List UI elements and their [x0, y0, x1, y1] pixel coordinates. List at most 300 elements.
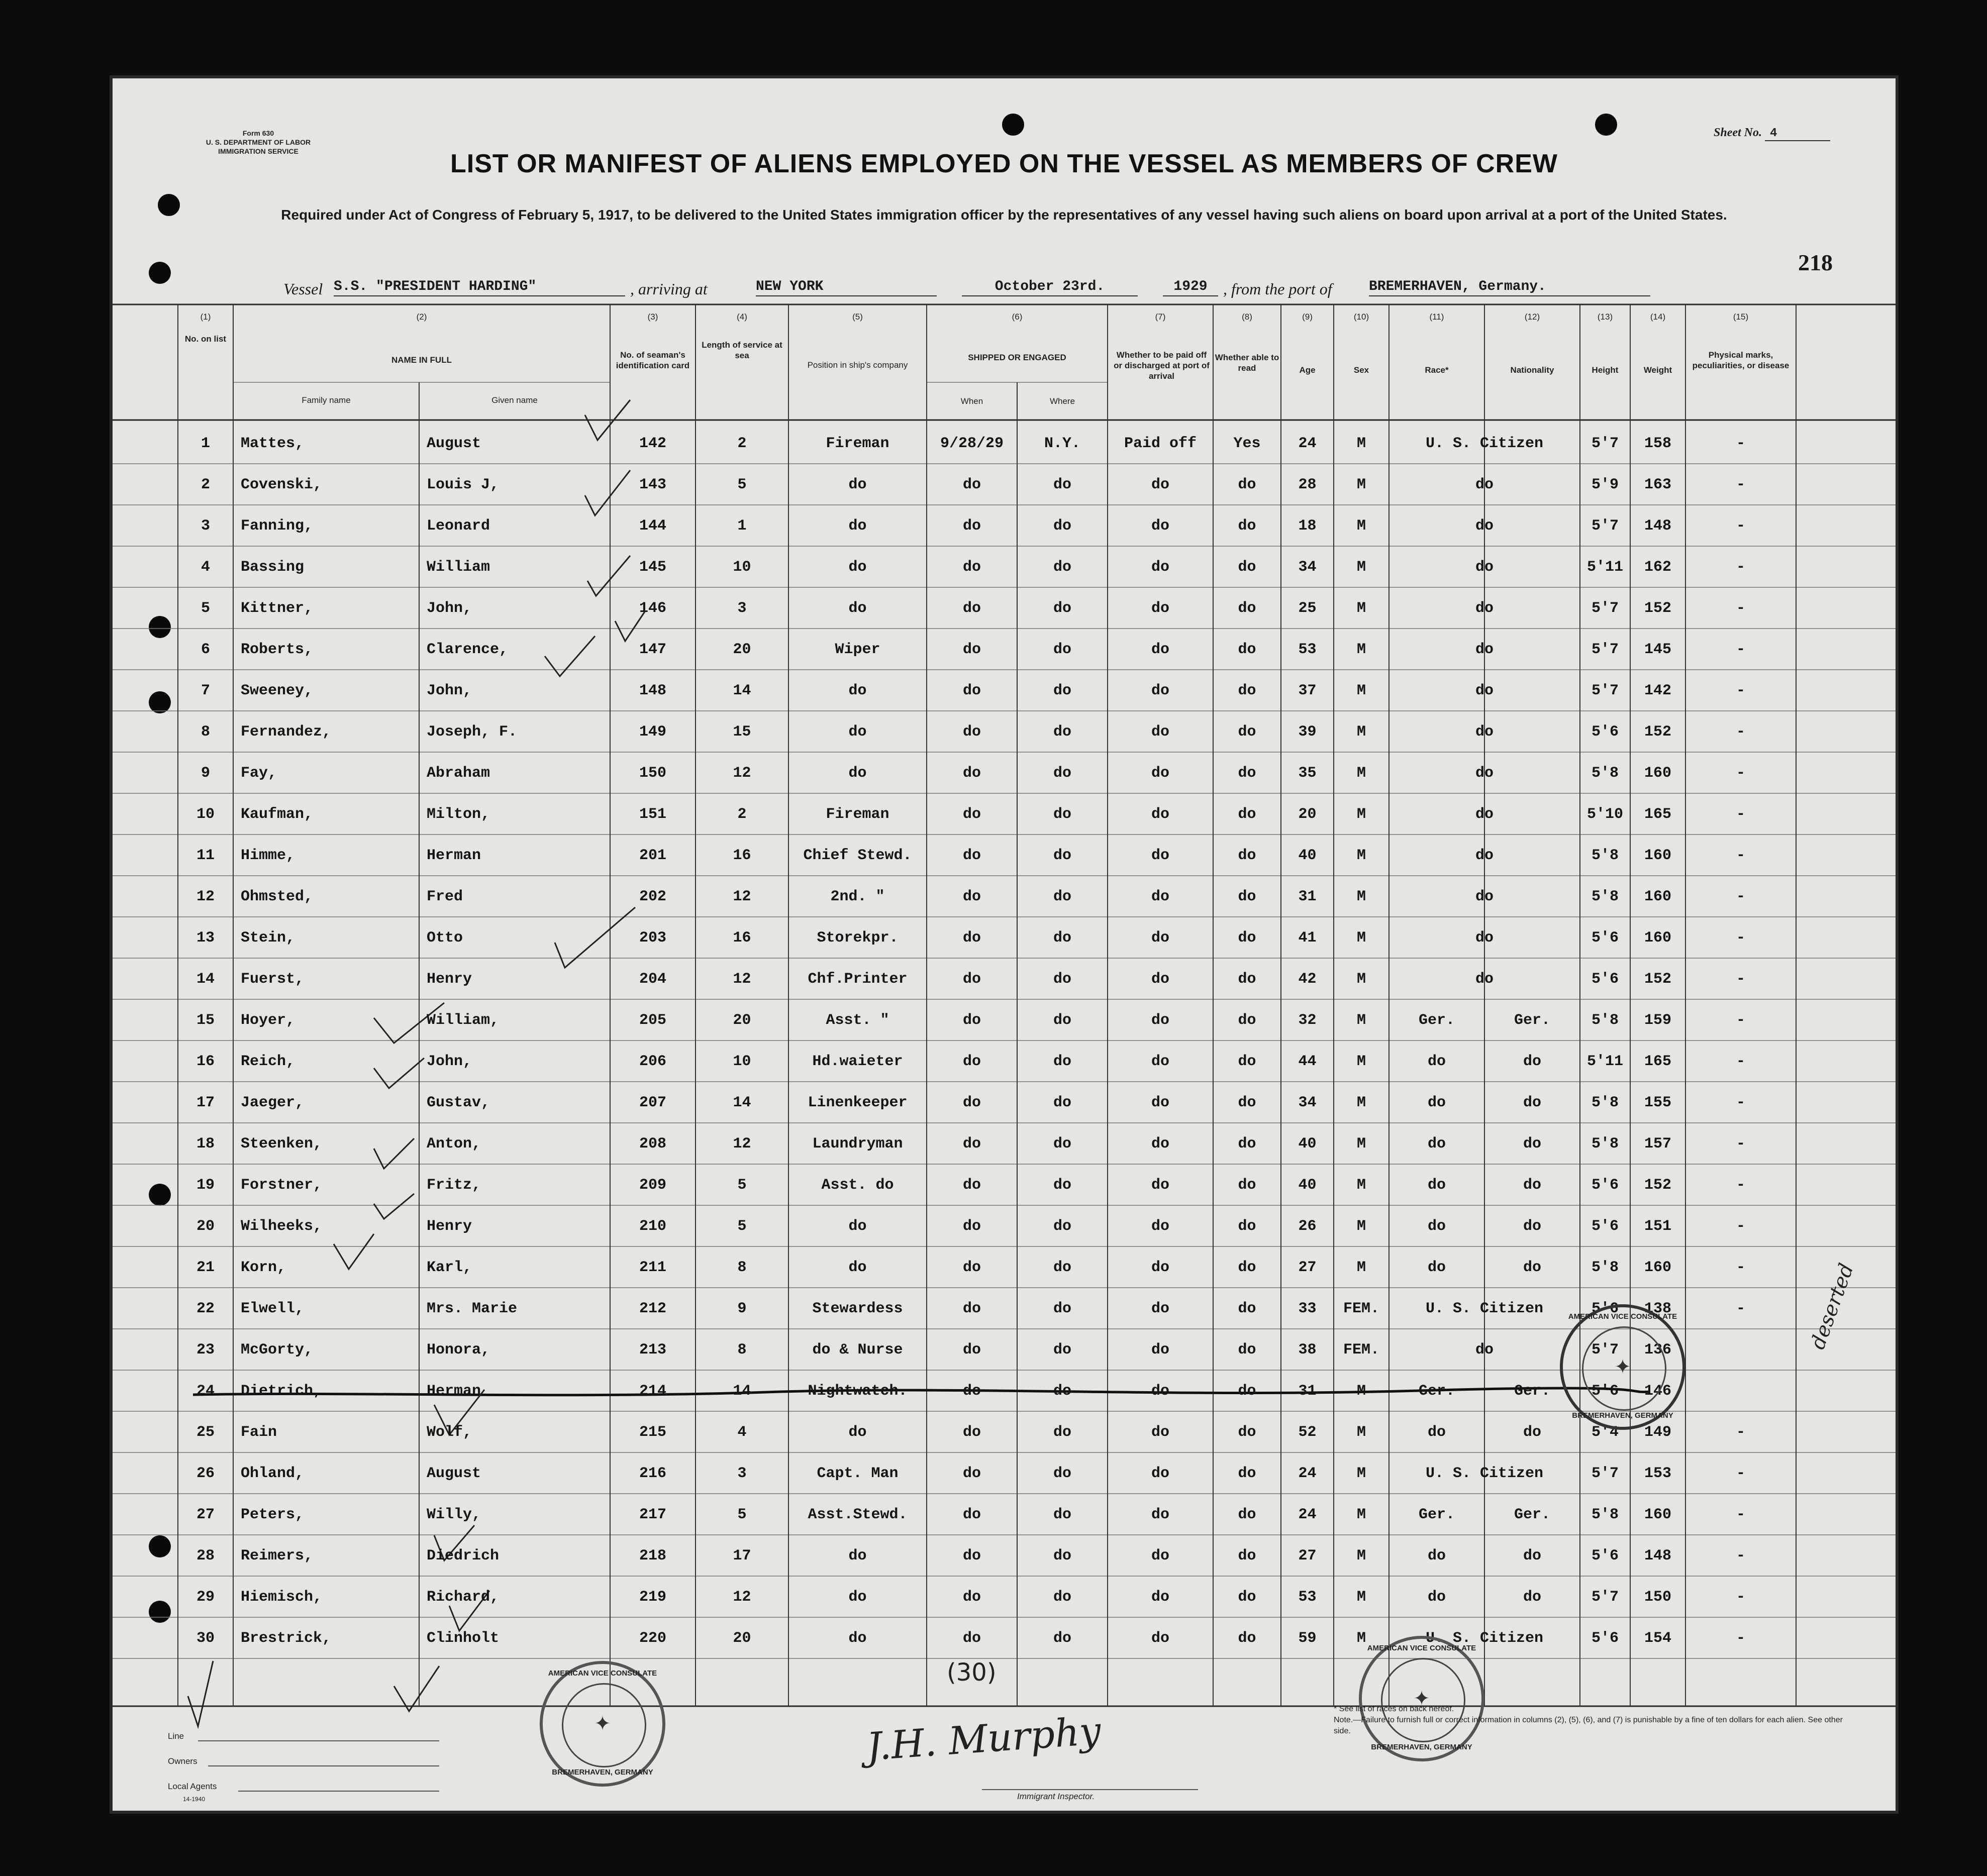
cell-position: do	[848, 517, 867, 535]
cell-marks: -	[1736, 765, 1745, 782]
cell-family: Bassing	[241, 559, 305, 576]
cell-height: 5'10	[1586, 806, 1623, 823]
cell-no: 27	[196, 1506, 215, 1523]
crew-count: (30)	[947, 1658, 997, 1687]
requirement-text: Required under Act of Congress of February 5, 1917, to be delivered to the United States immigration officer by the representatives of any vessel having such aliens on board upon arrival at a port of the United States.	[281, 207, 1727, 223]
cell-where: do	[1053, 1012, 1071, 1029]
cell-card: 145	[639, 559, 666, 576]
cell-no: 10	[196, 806, 215, 823]
cell-no: 18	[196, 1135, 215, 1153]
stamp-text: AMERICAN VICE CONSULATE	[548, 1669, 657, 1678]
cell-no: 21	[196, 1259, 215, 1276]
cell-service: 12	[733, 765, 751, 782]
cell-age: 27	[1298, 1259, 1317, 1276]
cell-read: do	[1238, 1177, 1256, 1194]
cell-paid: do	[1151, 1094, 1169, 1111]
cell-when: do	[962, 1506, 981, 1523]
cell-height: 5'7	[1591, 1589, 1619, 1606]
cell-age: 41	[1298, 929, 1317, 947]
cell-no: 5	[201, 600, 210, 617]
cell-sex: M	[1356, 1589, 1366, 1606]
cell-service: 3	[737, 600, 747, 617]
cell-card: 208	[639, 1135, 666, 1153]
inspector-signature: J.H. Murphy	[865, 1708, 1103, 1769]
race-footnote: * See list of races on back hereof.	[1334, 1705, 1454, 1713]
header-able-read: Whether able to read	[1215, 353, 1279, 373]
cell-card: 144	[639, 517, 666, 535]
cell-service: 16	[733, 847, 751, 864]
header-when: When	[960, 396, 983, 406]
cell-family: Fernandez,	[241, 723, 332, 741]
cell-service: 9	[737, 1300, 747, 1317]
cell-weight: 165	[1644, 1053, 1671, 1070]
cell-weight: 148	[1644, 1547, 1671, 1565]
cell-weight: 152	[1644, 971, 1671, 988]
header-no-on-list: No. on list	[184, 334, 227, 344]
cell-paid: do	[1151, 1506, 1169, 1523]
cell-read: do	[1238, 1506, 1256, 1523]
consulate-stamp	[540, 1661, 665, 1787]
cell-where: do	[1053, 1218, 1071, 1235]
cell-given: Clarence,	[427, 641, 509, 658]
cell-position: Hd.waieter	[812, 1053, 903, 1070]
cell-race: do	[1475, 1341, 1494, 1359]
column-number: (2)	[416, 312, 427, 322]
cell-no: 29	[196, 1589, 215, 1606]
cell-family: Hiemisch,	[241, 1589, 323, 1606]
line-rule	[198, 1740, 439, 1741]
cell-position: Fireman	[826, 806, 889, 823]
cell-age: 25	[1298, 600, 1317, 617]
cell-nationality: do	[1523, 1053, 1541, 1070]
cell-card: 146	[639, 600, 666, 617]
cell-service: 20	[733, 641, 751, 658]
cell-race: U. S. Citizen	[1425, 1465, 1544, 1482]
cell-weight: 160	[1644, 847, 1671, 864]
cell-family: Wilheeks,	[241, 1218, 323, 1235]
cell-card: 150	[639, 765, 666, 782]
cell-sex: M	[1356, 641, 1366, 658]
cell-position: do	[848, 1630, 867, 1647]
cell-service: 20	[733, 1630, 751, 1647]
vessel-label: Vessel	[283, 280, 323, 298]
cell-position: Chief Stewd.	[803, 847, 912, 864]
cell-read: do	[1238, 1218, 1256, 1235]
cell-when: do	[962, 1094, 981, 1111]
cell-when: do	[962, 888, 981, 905]
cell-position: do	[848, 600, 867, 617]
cell-marks: -	[1736, 1094, 1745, 1111]
cell-card: 206	[639, 1053, 666, 1070]
cell-given: Fred	[427, 888, 463, 905]
cell-position: Capt. Man	[817, 1465, 899, 1482]
cell-card: 212	[639, 1300, 666, 1317]
cell-paid: do	[1151, 517, 1169, 535]
cell-sex: M	[1356, 1630, 1366, 1647]
cell-position: 2nd. "	[830, 888, 885, 905]
cell-weight: 165	[1644, 806, 1671, 823]
cell-family: Reich,	[241, 1053, 295, 1070]
cell-sex: M	[1356, 1177, 1366, 1194]
cell-marks: -	[1736, 476, 1745, 493]
cell-marks: -	[1736, 806, 1745, 823]
cell-read: do	[1238, 971, 1256, 988]
cell-position: Nightwatch.	[808, 1383, 908, 1400]
cell-marks: -	[1736, 1218, 1745, 1235]
column-number: (7)	[1155, 312, 1166, 322]
cell-when: do	[962, 559, 981, 576]
cell-nationality: do	[1523, 1589, 1541, 1606]
cell-sex: M	[1356, 1259, 1366, 1276]
cell-height: 5'6	[1591, 929, 1619, 947]
cell-marks: -	[1736, 929, 1745, 947]
cell-race: do	[1475, 641, 1494, 658]
cell-given: Fritz,	[427, 1177, 481, 1194]
cell-marks: -	[1736, 559, 1745, 576]
owners-rule	[208, 1765, 439, 1766]
arriving-label: , arriving at	[630, 280, 708, 298]
cell-given: Gustav,	[427, 1094, 490, 1111]
consulate-stamp	[1359, 1636, 1484, 1761]
cell-family: Stein,	[241, 929, 295, 947]
cell-race: Ger.	[1418, 1012, 1455, 1029]
cell-family: Fuerst,	[241, 971, 305, 988]
cell-position: Stewardess	[812, 1300, 903, 1317]
cell-sex: M	[1356, 847, 1366, 864]
column-number: (11)	[1429, 312, 1444, 322]
cell-read: do	[1238, 682, 1256, 699]
cell-paid: do	[1151, 929, 1169, 947]
cell-card: 217	[639, 1506, 666, 1523]
cell-position: do	[848, 1547, 867, 1565]
cell-where: do	[1053, 1300, 1071, 1317]
cell-age: 35	[1298, 765, 1317, 782]
cell-position: do	[848, 476, 867, 493]
cell-age: 34	[1298, 1094, 1317, 1111]
cell-race: do	[1475, 682, 1494, 699]
cell-race: do	[1475, 559, 1494, 576]
cell-family: Roberts,	[241, 641, 314, 658]
arrival-year: 1929	[1163, 279, 1218, 296]
cell-age: 44	[1298, 1053, 1317, 1070]
cell-when: do	[962, 1589, 981, 1606]
cell-when: do	[962, 1218, 981, 1235]
cell-no: 2	[201, 476, 210, 493]
cell-read: do	[1238, 1341, 1256, 1359]
cell-height: 5'6	[1591, 1218, 1619, 1235]
cell-card: 204	[639, 971, 666, 988]
cell-read: Yes	[1233, 435, 1261, 452]
cell-marks: -	[1736, 847, 1745, 864]
cell-sex: FEM.	[1343, 1341, 1379, 1359]
cell-age: 18	[1298, 517, 1317, 535]
cell-age: 24	[1298, 1506, 1317, 1523]
cell-paid: do	[1151, 806, 1169, 823]
cell-when: do	[962, 1547, 981, 1565]
cell-position: do	[848, 559, 867, 576]
cell-position: Wiper	[835, 641, 880, 658]
cell-card: 151	[639, 806, 666, 823]
cell-height: 5'6	[1591, 1177, 1619, 1194]
cell-given: William,	[427, 1012, 500, 1029]
cell-where: do	[1053, 1135, 1071, 1153]
cell-sex: M	[1356, 435, 1366, 452]
cell-height: 5'7	[1591, 1341, 1619, 1359]
cell-read: do	[1238, 1424, 1256, 1441]
column-number: (1)	[200, 312, 211, 322]
stamp-text: AMERICAN VICE CONSULATE	[1367, 1644, 1476, 1652]
cell-family: McGorty,	[241, 1341, 314, 1359]
cell-given: Herman	[427, 1383, 481, 1400]
cell-no: 28	[196, 1547, 215, 1565]
cell-race: do	[1427, 1135, 1446, 1153]
cell-marks: -	[1736, 1259, 1745, 1276]
cell-when: do	[962, 517, 981, 535]
cell-family: Kaufman,	[241, 806, 314, 823]
header-height: Height	[1592, 365, 1619, 375]
cell-family: Sweeney,	[241, 682, 314, 699]
cell-marks: -	[1736, 723, 1745, 741]
cell-card: 209	[639, 1177, 666, 1194]
column-number: (10)	[1353, 312, 1369, 322]
service: IMMIGRATION SERVICE	[218, 147, 299, 155]
header-id-card: No. of seaman's identification card	[616, 350, 690, 370]
sheet-number-value: 4	[1765, 127, 1830, 141]
cell-where: do	[1053, 476, 1071, 493]
cell-age: 40	[1298, 1135, 1317, 1153]
cell-sex: M	[1356, 888, 1366, 905]
cell-nationality: do	[1523, 1424, 1541, 1441]
cell-card: 216	[639, 1465, 666, 1482]
cell-weight: 162	[1644, 559, 1671, 576]
cell-height: 5'8	[1591, 1506, 1619, 1523]
cell-given: Karl,	[427, 1259, 472, 1276]
cell-paid: do	[1151, 1547, 1169, 1565]
cell-when: do	[962, 765, 981, 782]
cell-height: 5'7	[1591, 1465, 1619, 1482]
cell-height: 5'7	[1591, 682, 1619, 699]
cell-when: do	[962, 723, 981, 741]
cell-given: Louis J,	[427, 476, 500, 493]
cell-age: 28	[1298, 476, 1317, 493]
cell-read: do	[1238, 847, 1256, 864]
cell-service: 2	[737, 435, 747, 452]
cell-race: do	[1427, 1094, 1446, 1111]
cell-nationality: do	[1523, 1135, 1541, 1153]
cell-position: Fireman	[826, 435, 889, 452]
cell-race: do	[1475, 476, 1494, 493]
cell-service: 5	[737, 1218, 747, 1235]
cell-read: do	[1238, 806, 1256, 823]
cell-marks: -	[1736, 517, 1745, 535]
cell-given: Clinholt	[427, 1630, 500, 1647]
cell-service: 12	[733, 1135, 751, 1153]
cell-where: do	[1053, 1177, 1071, 1194]
cell-service: 12	[733, 971, 751, 988]
cell-marks: -	[1736, 1177, 1745, 1194]
cell-sex: M	[1356, 1506, 1366, 1523]
cell-height: 5'6	[1591, 971, 1619, 988]
page-title: LIST OR MANIFEST OF ALIENS EMPLOYED ON THE VESSEL AS MEMBERS OF CREW	[450, 149, 1558, 178]
header-where: Where	[1049, 396, 1075, 406]
cell-position: Asst. do	[821, 1177, 894, 1194]
cell-where: do	[1053, 1094, 1071, 1111]
cell-race: do	[1475, 600, 1494, 617]
cell-sex: M	[1356, 723, 1366, 741]
cell-paid: do	[1151, 1589, 1169, 1606]
cell-paid: do	[1151, 1630, 1169, 1647]
inspector-signature-line	[982, 1789, 1198, 1790]
cell-no: 3	[201, 517, 210, 535]
cell-weight: 160	[1644, 888, 1671, 905]
cell-paid: do	[1151, 888, 1169, 905]
cell-where: do	[1053, 517, 1071, 535]
cell-height: 5'8	[1591, 1259, 1619, 1276]
cell-race: U. S. Citizen	[1425, 1630, 1544, 1647]
cell-read: do	[1238, 1094, 1256, 1111]
cell-no: 30	[196, 1630, 215, 1647]
cell-weight: 152	[1644, 1177, 1671, 1194]
cell-family: Peters,	[241, 1506, 305, 1523]
cell-given: William	[427, 559, 490, 576]
cell-no: 4	[201, 559, 210, 576]
header-age: Age	[1299, 365, 1316, 375]
cell-sex: M	[1356, 682, 1366, 699]
cell-when: do	[962, 1630, 981, 1647]
cell-weight: 160	[1644, 929, 1671, 947]
cell-height: 5'11	[1586, 1053, 1623, 1070]
cell-given: Milton,	[427, 806, 490, 823]
cell-paid: do	[1151, 1424, 1169, 1441]
cell-position: Linenkeeper	[808, 1094, 908, 1111]
cell-no: 13	[196, 929, 215, 947]
cell-race: Ger.	[1418, 1506, 1455, 1523]
cell-sex: M	[1356, 1094, 1366, 1111]
cell-no: 20	[196, 1218, 215, 1235]
cell-card: 201	[639, 847, 666, 864]
cell-position: do	[848, 765, 867, 782]
cell-card: 203	[639, 929, 666, 947]
cell-when: do	[962, 847, 981, 864]
cell-read: do	[1238, 1465, 1256, 1482]
page-number: 218	[1798, 250, 1833, 275]
line-label: Line	[168, 1731, 184, 1741]
eagle-icon: ✦	[594, 1712, 611, 1735]
cell-family: Fain	[241, 1424, 277, 1441]
cell-race: do	[1475, 765, 1494, 782]
cell-marks: -	[1736, 435, 1745, 452]
cell-card: 202	[639, 888, 666, 905]
cell-height: 5'7	[1591, 641, 1619, 658]
cell-service: 12	[733, 1589, 751, 1606]
cell-read: do	[1238, 1053, 1256, 1070]
cell-no: 1	[201, 435, 210, 452]
cell-service: 17	[733, 1547, 751, 1565]
cell-service: 15	[733, 723, 751, 741]
cell-position: Storekpr.	[817, 929, 899, 947]
cell-family: Reimers,	[241, 1547, 314, 1565]
cell-card: 218	[639, 1547, 666, 1565]
cell-marks: -	[1736, 641, 1745, 658]
cell-given: Honora,	[427, 1341, 490, 1359]
cell-age: 24	[1298, 1465, 1317, 1482]
column-number: (13)	[1597, 312, 1613, 322]
cell-position: do	[848, 723, 867, 741]
cell-card: 205	[639, 1012, 666, 1029]
cell-sex: M	[1356, 517, 1366, 535]
cell-where: do	[1053, 1383, 1071, 1400]
cell-weight: 138	[1644, 1300, 1671, 1317]
column-number: (5)	[852, 312, 863, 322]
cell-read: do	[1238, 888, 1256, 905]
cell-position: do	[848, 1218, 867, 1235]
cell-when: do	[962, 1135, 981, 1153]
stamp-text: AMERICAN VICE CONSULATE	[1568, 1312, 1677, 1321]
cell-height: 5'8	[1591, 847, 1619, 864]
cell-family: Steenken,	[241, 1135, 323, 1153]
cell-family: Forstner,	[241, 1177, 323, 1194]
cell-given: Abraham	[427, 765, 490, 782]
header-physical-marks: Physical marks, peculiarities, or disease	[1692, 350, 1790, 370]
cell-nationality: do	[1523, 1547, 1541, 1565]
cell-where: do	[1053, 1465, 1071, 1482]
cell-race: do	[1427, 1547, 1446, 1565]
cell-height: 5'9	[1591, 476, 1619, 493]
deserted-note: deserted	[1806, 1260, 1859, 1352]
eagle-icon: ✦	[1413, 1687, 1430, 1710]
cell-family: Elwell,	[241, 1300, 305, 1317]
cell-race: U. S. Citizen	[1425, 1300, 1544, 1317]
cell-when: do	[962, 1177, 981, 1194]
cell-height: 5'8	[1591, 1135, 1619, 1153]
cell-race: do	[1427, 1589, 1446, 1606]
cell-height: 5'8	[1591, 1094, 1619, 1111]
cell-service: 20	[733, 1012, 751, 1029]
cell-weight: 158	[1644, 435, 1671, 452]
cell-read: do	[1238, 929, 1256, 947]
cell-read: do	[1238, 765, 1256, 782]
cell-family: Mattes,	[241, 435, 305, 452]
cell-no: 7	[201, 682, 210, 699]
cell-read: do	[1238, 1135, 1256, 1153]
cell-service: 5	[737, 1177, 747, 1194]
cell-given: Herman	[427, 847, 481, 864]
cell-read: do	[1238, 1630, 1256, 1647]
cell-age: 53	[1298, 641, 1317, 658]
header-sex: Sex	[1353, 365, 1369, 375]
cell-position: Laundryman	[812, 1135, 903, 1153]
cell-service: 1	[737, 517, 747, 535]
cell-position: do	[848, 682, 867, 699]
cell-service: 12	[733, 888, 751, 905]
penalty-note: Note.—Failure to furnish full or correct information in columns (2), (5), (6), and (7) is punishable by a fine of ten dollars for each alien. See other side.	[1334, 1716, 1843, 1735]
cell-paid: do	[1151, 1218, 1169, 1235]
manifest-sheet	[110, 75, 1899, 1814]
cell-family: Hoyer,	[241, 1012, 295, 1029]
cell-paid: do	[1151, 559, 1169, 576]
cell-no: 11	[196, 847, 215, 864]
cell-where: do	[1053, 765, 1071, 782]
cell-paid: do	[1151, 971, 1169, 988]
cell-race: do	[1427, 1177, 1446, 1194]
cell-height: 5'7	[1591, 517, 1619, 535]
cell-race: U. S. Citizen	[1425, 435, 1544, 452]
cell-family: Fanning,	[241, 517, 314, 535]
cell-age: 40	[1298, 847, 1317, 864]
header-weight: Weight	[1643, 365, 1672, 375]
column-number: (12)	[1524, 312, 1540, 322]
cell-age: 24	[1298, 435, 1317, 452]
